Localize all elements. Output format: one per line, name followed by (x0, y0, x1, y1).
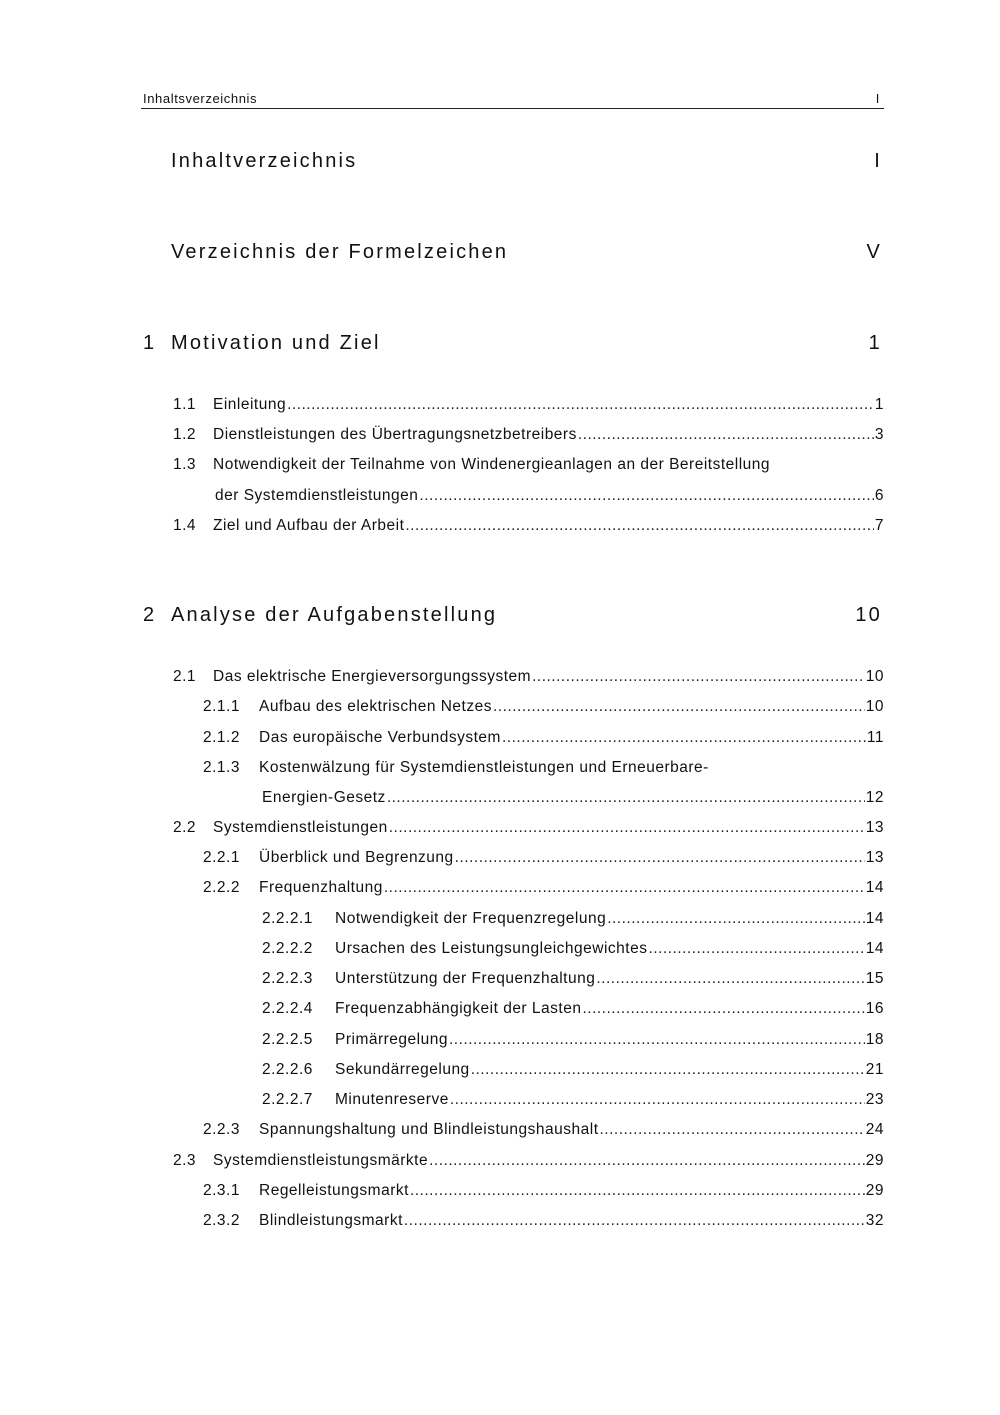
entry-number: 1.1 (173, 396, 197, 413)
entry-title: Primärregelung (335, 1031, 448, 1048)
toc-entry-page: V (866, 241, 882, 263)
entry-page: 6 (874, 487, 884, 504)
entry-number: 2.2.1 (203, 849, 240, 866)
toc-entry-2-3-2[interactable] (203, 1212, 884, 1232)
entry-page: 11 (866, 729, 884, 746)
entry-title: Dienstleistungen des Übertragungsnetzbetreibers (213, 426, 577, 443)
entry-number: 2.2.2.1 (262, 910, 313, 927)
entry-page: 23 (865, 1091, 884, 1108)
entry-title: Das elektrische Energieversorgungssystem (213, 668, 532, 685)
entry-number: 2.2.3 (203, 1121, 240, 1138)
entry-page: 21 (865, 1061, 884, 1078)
entry-page: 12 (865, 789, 884, 806)
entry-title: Das europäische Verbundsystem (259, 729, 501, 746)
entry-page: 7 (874, 517, 884, 534)
leader-dots (600, 1121, 865, 1139)
entry-page: 14 (865, 940, 884, 957)
toc-entry-2-2[interactable] (173, 819, 884, 839)
entry-title: Einleitung (213, 396, 287, 413)
entry-page: 1 (874, 396, 884, 413)
leader-dots (429, 1152, 865, 1170)
toc-chapter-1[interactable] (141, 332, 884, 360)
entry-page: 14 (865, 879, 884, 896)
chapter-page: 1 (868, 332, 882, 354)
entry-page: 29 (865, 1152, 884, 1169)
leader-dots (410, 1182, 865, 1200)
entry-number: 2.1.2 (203, 729, 240, 746)
entry-page: 10 (865, 698, 884, 715)
toc-entry-title: Inhaltverzeichnis (171, 150, 358, 172)
entry-title: Frequenzabhängigkeit der Lasten (335, 1000, 582, 1017)
chapter-page: 10 (855, 604, 882, 626)
toc-entry-2-1[interactable] (173, 668, 884, 688)
leader-dots (405, 517, 874, 535)
toc-entry-1-4[interactable] (173, 517, 884, 537)
toc-entry-2-3-1[interactable] (203, 1182, 884, 1202)
toc-entry-2-2-2-2[interactable] (262, 940, 884, 960)
leader-dots (607, 910, 865, 928)
entry-page: 13 (865, 819, 884, 836)
leader-dots (578, 426, 874, 444)
toc-entry-2-3[interactable] (173, 1152, 884, 1172)
entry-number: 2.2 (173, 819, 197, 836)
entry-number: 2.2.2.7 (262, 1091, 313, 1108)
entry-title: Aufbau des elektrischen Netzes (259, 698, 492, 715)
running-header (141, 90, 884, 109)
entry-title: Systemdienstleistungen (213, 819, 388, 836)
entry-title: Energien-Gesetz (262, 789, 386, 806)
leader-dots (387, 789, 865, 807)
leader-dots (455, 849, 865, 867)
entry-number: 2.2.2.2 (262, 940, 313, 957)
leader-dots (471, 1061, 865, 1079)
entry-page: 29 (865, 1182, 884, 1199)
leader-dots (419, 487, 873, 505)
running-header-title: Inhaltsverzeichnis (143, 91, 258, 106)
toc-entry-2-1-3-line1[interactable] (203, 759, 709, 779)
leader-dots (450, 1091, 865, 1109)
entry-title: Systemdienstleistungsmärkte (213, 1152, 429, 1169)
entry-title: Notwendigkeit der Frequenzregelung (335, 910, 607, 927)
entry-page: 18 (865, 1031, 884, 1048)
toc-entry-2-2-2-4[interactable] (262, 1000, 884, 1020)
toc-entry-formelzeichen[interactable] (141, 241, 884, 269)
chapter-title: Analyse der Aufgabenstellung (171, 604, 498, 626)
entry-title: Spannungshaltung und Blindleistungshaushalt (259, 1121, 599, 1138)
entry-title: Unterstützung der Frequenzhaltung (335, 970, 596, 987)
entry-number: 2.3 (173, 1152, 197, 1169)
entry-page: 10 (865, 668, 884, 685)
entry-title: Überblick und Begrenzung (259, 849, 454, 866)
entry-page: 15 (865, 970, 884, 987)
leader-dots (287, 396, 874, 414)
entry-number: 2.1.3 (203, 759, 240, 776)
entry-number: 2.2.2 (203, 879, 240, 896)
toc-entry-1-2[interactable] (173, 426, 884, 446)
chapter-number: 1 (143, 332, 157, 354)
toc-entry-1-3-line1[interactable] (173, 456, 770, 476)
toc-entry-1-1[interactable] (173, 396, 884, 416)
entry-title-line1: Notwendigkeit der Teilnahme von Windenergieanlagen an der Bereitstellung (213, 456, 771, 473)
toc-entry-2-1-3[interactable] (262, 789, 884, 809)
entry-number: 2.1 (173, 668, 197, 685)
chapter-number: 2 (143, 604, 157, 626)
entry-page: 13 (865, 849, 884, 866)
entry-title: Blindleistungsmarkt (259, 1212, 403, 1229)
toc-entry-2-2-2-1[interactable] (262, 910, 884, 930)
toc-entry-1-3[interactable] (215, 487, 884, 507)
running-header-page: I (875, 91, 880, 106)
entry-title: Regelleistungsmarkt (259, 1182, 409, 1199)
leader-dots (596, 970, 864, 988)
toc-entry-2-2-2-3[interactable] (262, 970, 884, 990)
entry-title: Ursachen des Leistungsungleichgewichtes (335, 940, 648, 957)
toc-entry-page: I (874, 150, 882, 172)
entry-title: Minutenreserve (335, 1091, 449, 1108)
entry-number: 2.2.2.5 (262, 1031, 313, 1048)
entry-title: Frequenzhaltung (259, 879, 383, 896)
toc-entry-2-2-2-7[interactable] (262, 1091, 884, 1111)
entry-number: 1.3 (173, 456, 197, 473)
leader-dots (384, 879, 865, 897)
entry-title-line1: Kostenwälzung für Systemdienstleistungen und Erneuerbare- (259, 759, 709, 776)
toc-chapter-2[interactable] (141, 604, 884, 632)
toc-entry-2-2-1[interactable] (203, 849, 884, 869)
toc-entry-2-2-3[interactable] (203, 1121, 884, 1141)
toc-entry-2-2-2-6[interactable] (262, 1061, 884, 1081)
leader-dots (502, 729, 866, 747)
toc-entry-2-2-2-5[interactable] (262, 1031, 884, 1051)
entry-number: 1.2 (173, 426, 197, 443)
entry-number: 1.4 (173, 517, 197, 534)
entry-title: Sekundärregelung (335, 1061, 470, 1078)
entry-number: 2.2.2.4 (262, 1000, 313, 1017)
leader-dots (648, 940, 864, 958)
chapter-title: Motivation und Ziel (171, 332, 381, 354)
entry-title: der Systemdienstleistungen (215, 487, 419, 504)
toc-entry-title: Verzeichnis der Formelzeichen (171, 241, 509, 263)
entry-page: 14 (865, 910, 884, 927)
toc-entry-2-1-2[interactable] (203, 729, 884, 749)
entry-page: 3 (874, 426, 884, 443)
entry-number: 2.2.2.6 (262, 1061, 313, 1078)
entry-number: 2.3.2 (203, 1212, 240, 1229)
toc-entry-inhaltverzeichnis[interactable] (141, 150, 884, 178)
entry-page: 24 (865, 1121, 884, 1138)
leader-dots (532, 668, 865, 686)
entry-number: 2.3.1 (203, 1182, 240, 1199)
entry-number: 2.2.2.3 (262, 970, 313, 987)
toc-entry-2-1-1[interactable] (203, 698, 884, 718)
leader-dots (582, 1000, 864, 1018)
leader-dots (389, 819, 865, 837)
toc-entry-2-2-2[interactable] (203, 879, 884, 899)
entry-title: Ziel und Aufbau der Arbeit (213, 517, 405, 534)
entry-page: 32 (865, 1212, 884, 1229)
leader-dots (404, 1212, 865, 1230)
entry-number: 2.1.1 (203, 698, 240, 715)
leader-dots (449, 1031, 865, 1049)
entry-page: 16 (865, 1000, 884, 1017)
leader-dots (493, 698, 865, 716)
